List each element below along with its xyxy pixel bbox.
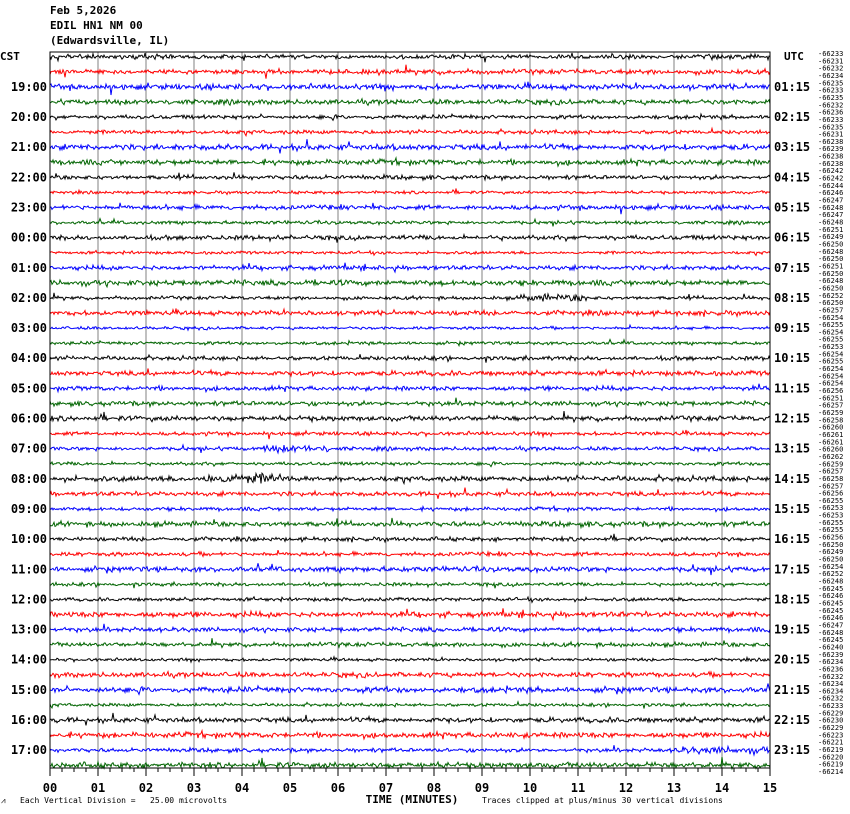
seismic-trace-line [50,461,770,466]
trace-offset-label: -66258 [818,474,844,483]
trace-offset-label: -66233 [818,86,844,95]
seismic-trace-line [50,99,770,106]
seismic-trace-line [50,672,770,679]
cst-hour-label: 16:00 [10,713,47,728]
trace-offset-label: -66239 [818,650,844,659]
seismic-trace-line [50,128,770,135]
seismic-trace-line [50,235,770,243]
trace-offset-label: -66250 [818,269,844,278]
x-tick-label: 06 [330,781,346,795]
utc-hour-label: 23:15 [774,743,811,758]
seismic-trace-line [50,702,770,709]
utc-hour-label: 01:15 [774,79,811,94]
seismic-trace-line [50,745,770,755]
cst-hour-label: 09:00 [10,501,47,516]
utc-hour-label: 21:15 [774,682,811,697]
trace-offset-label: -66260 [818,423,844,432]
seismic-trace-line [50,354,770,362]
trace-offset-label: -66245 [818,606,844,615]
trace-offset-label: -66248 [818,628,844,637]
seismic-trace-line [50,597,770,603]
x-tick-label: 09 [474,781,490,795]
seismic-trace-line [50,139,770,153]
cst-hour-label: 12:00 [10,592,47,607]
x-tick-label: 12 [618,781,634,795]
cst-hour-label: 07:00 [10,441,47,456]
trace-offset-label: -66254 [818,562,844,571]
trace-offset-label: -66250 [818,299,844,308]
cst-axis-title: CST [0,50,20,63]
seismic-trace-line [50,445,770,453]
utc-hour-label: 11:15 [774,381,811,396]
seismic-trace-line [50,757,770,769]
trace-offset-label: -66250 [818,240,844,249]
utc-hour-label: 19:15 [774,622,811,637]
trace-offset-label: -66253 [818,343,844,352]
trace-offset-label: -66255 [818,335,844,344]
trace-offset-label: -66259 [818,409,844,417]
trace-offset-label: -66250 [818,255,844,264]
trace-offset-label: -66242 [818,174,844,183]
x-tick-label: 00 [42,781,58,795]
corner-mark: ⩘ [1,796,6,805]
trace-offset-label: -66254 [818,372,844,381]
seismic-trace-line [50,309,770,317]
trace-offset-label: -66248 [818,218,844,227]
seismic-trace-line [50,263,770,272]
trace-offset-label: -66262 [818,452,844,461]
trace-offset-label: -66232 [818,672,844,681]
trace-offset-label: -66257 [818,482,844,491]
cst-hour-label: 06:00 [10,411,47,426]
trace-offset-label: -66258 [818,416,844,425]
cst-hour-label: 20:00 [10,110,47,125]
x-tick-label: 04 [234,781,250,795]
cst-hour-label: 21:00 [10,140,47,155]
trace-offset-label: -66256 [818,533,844,542]
utc-hour-label: 12:15 [774,411,811,426]
utc-hour-label: 07:15 [774,260,811,275]
seismic-trace-line [50,534,770,543]
trace-offset-label: -66250 [818,284,844,293]
trace-offset-label: -66252 [818,291,844,300]
seismic-trace-line [50,325,770,330]
utc-hour-label: 03:15 [774,140,811,155]
x-tick-label: 13 [666,781,682,795]
plot-date: Feb 5,2026 [50,4,117,17]
x-tick-label: 02 [138,781,154,795]
trace-offset-label: -66260 [818,445,844,454]
trace-offset-label: -66259 [818,460,844,469]
utc-axis-title: UTC [784,50,804,63]
trace-offset-label: -66236 [818,665,844,674]
trace-offset-label: -66248 [818,277,844,286]
trace-offset-label: -66238 [818,159,844,168]
clip-note: Traces clipped at plus/minus 30 vertical divisions [482,796,723,805]
trace-offset-label: -66238 [818,137,844,146]
trace-offset-label: -66234 [818,658,844,667]
seismic-trace-line [50,684,770,695]
trace-offset-label: -66254 [818,365,844,374]
seismic-trace-line [50,293,770,302]
station-location: (Edwardsville, IL) [50,34,170,47]
utc-hour-label: 13:15 [774,441,811,456]
utc-hour-label: 14:15 [774,471,811,486]
trace-offset-label: -66248 [818,247,844,256]
seismic-trace-line [50,82,770,95]
seismic-trace-line [50,624,770,633]
trace-offset-label: -66246 [818,189,844,198]
trace-offset-label: -66233 [818,702,844,711]
seismic-trace-line [50,53,770,62]
utc-hour-label: 05:15 [774,200,811,215]
seismic-trace-line [50,279,770,286]
seismic-trace-line [50,65,770,79]
trace-offset-label: -66261 [818,430,844,439]
seismic-trace-line [50,430,770,439]
trace-offset-label: -66232 [818,694,844,703]
seismic-trace-line [50,172,770,180]
trace-offset-label: -66254 [818,379,844,388]
trace-offset-label: -66232 [818,101,844,110]
x-tick-label: 07 [378,781,394,795]
trace-offset-label: -66248 [818,577,844,586]
utc-hour-label: 08:15 [774,290,811,305]
utc-hour-label: 10:15 [774,351,811,366]
seismic-trace-line [50,369,770,377]
trace-offset-label: -66220 [818,753,844,762]
x-tick-label: 05 [282,781,298,795]
x-tick-label: 08 [426,781,442,795]
trace-offset-label: -66254 [818,313,844,322]
seismic-trace-line [50,518,770,528]
trace-offset-label: -66252 [818,570,844,579]
trace-offset-label: -66249 [818,233,844,242]
trace-offset-label: -66239 [818,145,844,154]
cst-hour-label: 13:00 [10,622,47,637]
trace-offset-label: -66223 [818,731,844,740]
seismic-trace-line [50,398,770,407]
trace-offset-label: -66251 [818,225,844,234]
trace-offset-label: -66247 [818,211,844,220]
utc-hour-label: 18:15 [774,592,811,607]
seismic-trace-line [50,473,770,483]
cst-hour-label: 02:00 [10,290,47,305]
trace-offset-label: -66254 [818,328,844,337]
trace-offset-label: -66246 [818,592,844,601]
cst-hour-label: 15:00 [10,682,47,697]
utc-hour-label: 09:15 [774,321,811,336]
utc-hour-label: 04:15 [774,170,811,185]
x-tick-label: 01 [90,781,106,795]
seismic-trace-line [50,563,770,575]
trace-offset-label: -66238 [818,152,844,161]
trace-offset-label: -66248 [818,203,844,212]
seismic-trace-line [50,731,770,740]
x-tick-label: 15 [762,781,778,795]
trace-offset-label: -66255 [818,321,844,330]
seismic-trace-line [50,506,770,512]
trace-offset-label: -66245 [818,599,844,608]
trace-offset-label: -66255 [818,518,844,527]
x-tick-label: 03 [186,781,202,795]
seismic-trace-line [50,203,770,214]
trace-offset-label: -66234 [818,680,844,689]
trace-offset-label: -66254 [818,350,844,359]
station-code: EDIL HN1 NM 00 [50,19,143,32]
trace-offset-label: -66245 [818,584,844,593]
x-tick-label: 10 [522,781,538,795]
trace-offset-label: -66245 [818,636,844,645]
cst-hour-label: 17:00 [10,743,47,758]
cst-hour-label: 19:00 [10,79,47,94]
cst-hour-label: 00:00 [10,230,47,245]
trace-offset-label: -66255 [818,526,844,535]
trace-offset-label: -66247 [818,621,844,630]
x-tick-label: 14 [714,781,730,795]
seismic-trace-line [50,384,770,392]
cst-hour-label: 03:00 [10,321,47,336]
trace-offset-label: -66251 [818,262,844,271]
utc-hour-label: 16:15 [774,532,811,547]
seismic-trace-line [50,219,770,227]
cst-hour-label: 05:00 [10,381,47,396]
trace-offset-label: -66251 [818,394,844,403]
trace-offset-label: -66235 [818,93,844,102]
trace-offset-label: -66235 [818,123,844,132]
trace-offset-label: -66233 [818,115,844,124]
seismic-trace-line [50,657,770,662]
seismic-trace-line [50,582,770,588]
seismic-trace-line [50,608,770,619]
x-axis-title: TIME (MINUTES) [365,793,459,806]
trace-offset-label: -66236 [818,108,844,117]
trace-offset-label: -66250 [818,555,844,564]
cst-hour-label: 23:00 [10,200,47,215]
cst-hour-label: 14:00 [10,652,47,667]
cst-hour-label: 08:00 [10,471,47,486]
seismic-trace-line [50,638,770,647]
trace-offset-label: -66255 [818,357,844,366]
seismic-trace-line [50,158,770,166]
seismic-trace-line [50,189,770,195]
cst-hour-label: 22:00 [10,170,47,185]
trace-offset-label: -66232 [818,64,844,73]
trace-offset-label: -66219 [818,760,844,769]
utc-hour-label: 15:15 [774,501,811,516]
trace-offset-label: -66231 [818,57,844,66]
trace-offset-label: -66261 [818,438,844,447]
trace-offset-label: -66229 [818,709,844,718]
seismic-trace-line [50,114,770,120]
trace-offset-label: -66233 [818,50,844,58]
trace-offset-label: -66229 [818,724,844,733]
x-tick-label: 11 [570,781,586,795]
cst-hour-label: 11:00 [10,562,47,577]
trace-offset-label: -66230 [818,716,844,725]
cst-hour-label: 04:00 [10,351,47,366]
vertical-division-note: Each Vertical Division = 25.00 microvolts [20,796,228,805]
seismic-trace-line [50,411,770,422]
trace-offset-label: -66234 [818,687,844,696]
trace-offset-label: -66219 [818,746,844,755]
trace-offset-label: -66221 [818,738,844,747]
utc-hour-label: 20:15 [774,652,811,667]
trace-offset-label: -66244 [818,181,844,190]
seismic-trace-line [50,488,770,499]
seismic-traces [50,53,770,769]
trace-offset-label: -66249 [818,548,844,557]
trace-offset-label: -66255 [818,496,844,505]
trace-offset-label: -66257 [818,467,844,476]
trace-offset-label: -66247 [818,196,844,205]
seismic-trace-line [50,340,770,346]
cst-hour-label: 01:00 [10,260,47,275]
seismic-trace-line [50,550,770,557]
trace-offset-label: -66234 [818,71,844,80]
trace-offset-label: -66235 [818,79,844,88]
utc-hour-label: 17:15 [774,562,811,577]
trace-offset-label: -66250 [818,540,844,549]
trace-offset-label: -66256 [818,387,844,396]
trace-offset-label: -66240 [818,643,844,652]
trace-offset-label: -66242 [818,167,844,176]
utc-hour-label: 06:15 [774,230,811,245]
trace-offset-label: -66257 [818,401,844,410]
utc-hour-label: 02:15 [774,110,811,125]
trace-offset-label: -66231 [818,130,844,139]
trace-offset-label: -66246 [818,614,844,623]
seismic-trace-line [50,713,770,725]
trace-offset-label: -66256 [818,489,844,498]
cst-hour-label: 10:00 [10,532,47,547]
utc-hour-label: 22:15 [774,713,811,728]
trace-offset-label: -66253 [818,511,844,520]
trace-offset-label: -66257 [818,306,844,315]
trace-offset-label: -66214 [818,768,844,776]
seismic-trace-line [50,251,770,256]
trace-offset-label: -66253 [818,504,844,513]
